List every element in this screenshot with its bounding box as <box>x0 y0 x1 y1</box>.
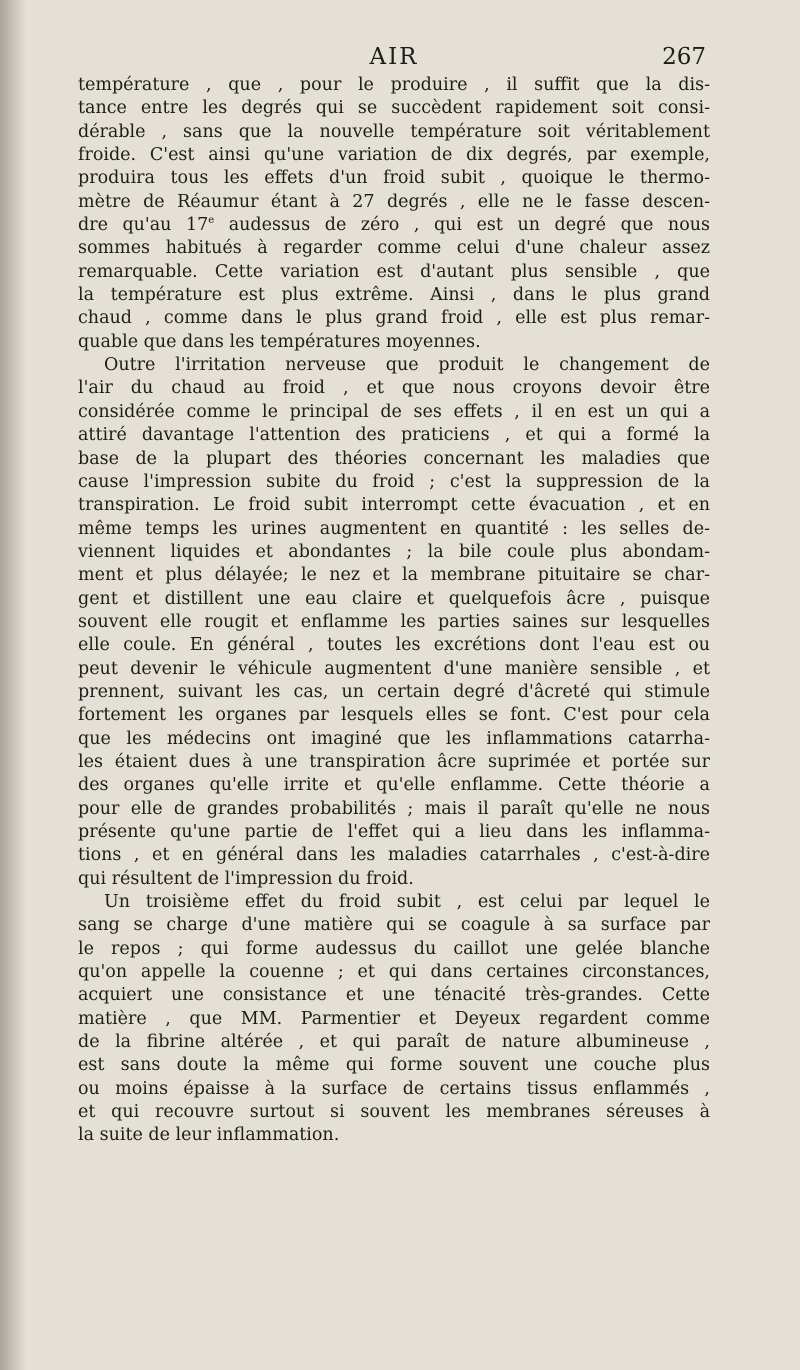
text-line: température , que , pour le produire , il suffit que la dis- <box>78 75 710 95</box>
text-segment: dre qu'au 17 <box>78 215 209 236</box>
text-line: elle coule. En général , toutes les excrétions dont l'eau est ou <box>78 635 710 656</box>
text-line: et qui recouvre surtout si souvent les membranes séreuses à <box>78 1102 710 1123</box>
text-line: le repos ; qui forme audessus du caillot une gelée blanche <box>78 938 710 959</box>
text-line: la suite de leur inflammation. <box>78 1125 340 1146</box>
text-line: cause l'impression subite du froid ; c'est la suppression de la <box>78 471 710 492</box>
text-line: fortement les organes par lesquels elles se font. C'est pour cela <box>78 705 710 726</box>
body-text <box>78 74 710 1148</box>
text-line: froide. C'est ainsi qu'une variation de dix degrés, par exemple, <box>78 145 710 166</box>
text-line: présente qu'une partie de l'effet qui a lieu dans les inflamma- <box>78 822 710 842</box>
text-line: sang se charge d'une matière qui se coagule à sa surface par <box>78 915 710 936</box>
text-line: remarquable. Cette variation est d'autant plus sensible , que <box>78 261 710 282</box>
text-line: ou moins épaisse à la surface de certains tissus enflammés , <box>78 1078 710 1099</box>
text-line: viennent liquides et abondantes ; la bile coule plus abondam- <box>78 541 710 562</box>
text-line: attiré davantage l'attention des praticiens , et qui a formé la <box>78 425 710 446</box>
text-line: la température est plus extrême. Ainsi , dans le plus grand <box>78 285 710 306</box>
text-line: les étaient dues à une transpiration âcre suprimée et portée sur <box>78 751 710 772</box>
paragraph-first-line: Outre l'irritation nerveuse que produit le changement de <box>104 355 710 376</box>
running-head <box>78 40 710 74</box>
text-line: mètre de Réaumur étant à 27 degrés , elle ne le fasse descen- <box>78 191 710 212</box>
text-line: de la fibrine altérée , et qui paraît de nature albumineuse , <box>78 1032 710 1053</box>
text-line: considérée comme le principal de ses effets , il en est un qui a <box>78 401 710 422</box>
running-title: AIR <box>369 44 419 70</box>
page-number: 267 <box>662 44 706 70</box>
text-line: base de la plupart des théories concernant les maladies que <box>78 448 710 469</box>
text-line <box>78 214 710 237</box>
text-line: que les médecins ont imaginé que les inflammations catarrha- <box>78 728 710 749</box>
text-line: qui résultent de l'impression du froid. <box>78 868 414 889</box>
text-line: transpiration. Le froid subit interrompt cette évacuation , et en <box>78 495 710 516</box>
text-line: sommes habitués à regarder comme celui d'une chaleur assez <box>78 238 710 259</box>
text-line: chaud , comme dans le plus grand froid , elle est plus remar- <box>78 308 710 329</box>
text-line: est sans doute la même qui forme souvent une couche plus <box>78 1055 710 1076</box>
text-line: matière , que MM. Parmentier et Deyeux regardent comme <box>78 1008 710 1029</box>
text-line: acquiert une consistance et une ténacité très-grandes. Cette <box>78 985 710 1006</box>
text-line: peut devenir le véhicule augmentent d'une manière sensible , et <box>78 658 710 679</box>
text-line: quable que dans les températures moyennes. <box>78 331 481 352</box>
text-line: même temps les urines augmentent en quantité : les selles de- <box>78 518 710 539</box>
paragraph-first-line: Un troisième effet du froid subit , est celui par lequel le <box>104 892 710 913</box>
text-segment: audessus de zéro , qui est un degré que nous <box>214 215 710 236</box>
text-line: ment et plus délayée; le nez et la membrane pituitaire se char- <box>78 565 710 586</box>
text-line: qu'on appelle la couenne ; et qui dans certaines circonstances, <box>78 962 710 983</box>
text-line: tance entre les degrés qui se succèdent rapidement soit consi- <box>78 98 710 119</box>
text-line: souvent elle rougit et enflamme les parties saines sur lesquelles <box>78 611 710 632</box>
text-line: pour elle de grandes probabilités ; mais il paraît qu'elle ne nous <box>78 798 710 819</box>
text-line: dérable , sans que la nouvelle température soit véritablement <box>78 121 710 142</box>
text-line: prennent, suivant les cas, un certain degré d'âcreté qui stimule <box>78 681 710 702</box>
gutter-shadow <box>0 0 26 1370</box>
text-line: gent et distillent une eau claire et quelquefois âcre , puisque <box>78 588 710 609</box>
text-line: produira tous les effets d'un froid subit , quoique le thermo- <box>78 168 710 189</box>
ordinal-superscript: e <box>208 215 215 227</box>
text-line: tions , et en général dans les maladies catarrhales , c'est-à-dire <box>78 845 710 866</box>
text-line: l'air du chaud au froid , et que nous croyons devoir être <box>78 378 710 399</box>
text-line: des organes qu'elle irrite et qu'elle enflamme. Cette théorie a <box>78 775 710 796</box>
